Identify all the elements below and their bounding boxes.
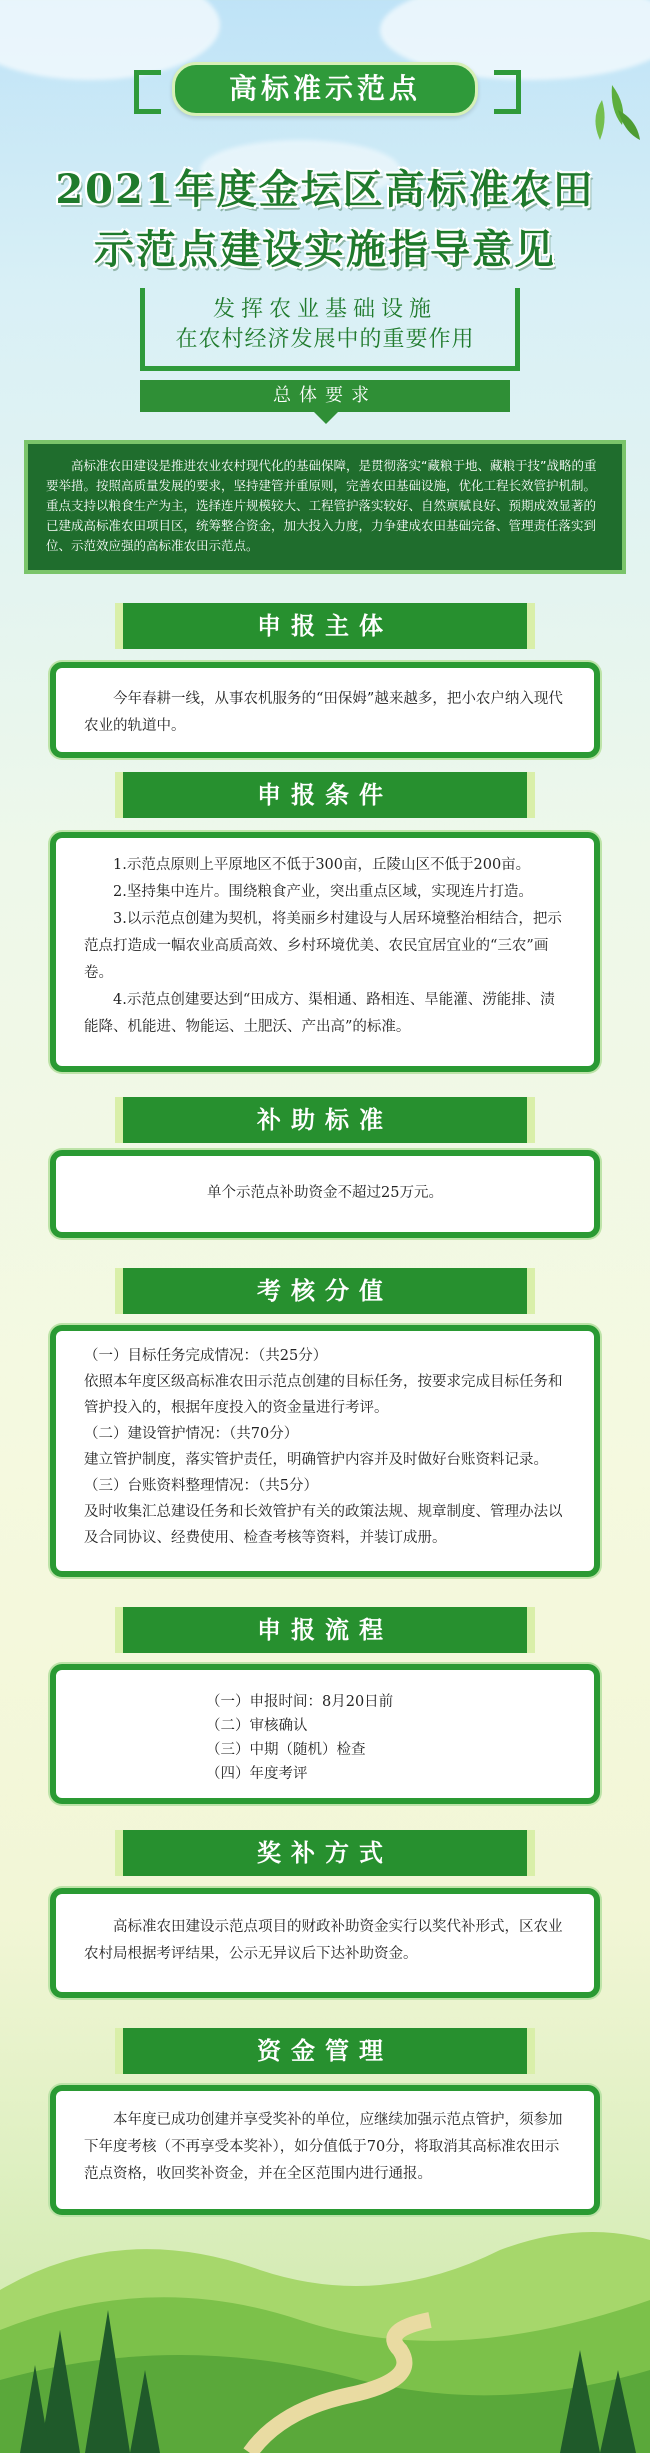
section-header-fund: 资金管理 [115, 2028, 535, 2074]
section-paragraph: 及时收集汇总建设任务和长效管护有关的政策法规、规章制度、管理办法以及合同协议、经费使用、检查考核等资料，并装订成册。 [84, 1504, 563, 1546]
section-paragraph: 今年春耕一线，从事农机服务的“田保姆”越来越多，把小农户纳入现代农业的轨道中。 [84, 691, 563, 734]
section-paragraph: （二）建设管护情况：（共70分） [84, 1426, 299, 1442]
section-paragraph: （四）年度考评 [206, 1766, 308, 1782]
section-paragraph: 单个示范点补助资金不超过25万元。 [207, 1185, 443, 1201]
section-box-applicant [50, 662, 600, 758]
section-header-subsidy: 补助标准 [115, 1097, 535, 1143]
subtitle-line1: 发挥农业基础设施 [212, 297, 437, 322]
section-paragraph: 3.以示范点创建为契机，将美丽乡村建设与人居环境整治相结合，把示范点打造成一幅农业高质高效、乡村环境优美、农民宜居宜业的“三农”画卷。 [84, 911, 562, 981]
section-box-conditions [50, 832, 600, 1072]
section-paragraph: 4.示范点创建要达到“田成方、渠相通、路相连、旱能灌、涝能排、渍能降、机能进、物能运、土肥沃、产出高”的标准。 [84, 992, 555, 1035]
overall-requirements-label: 总体要求 [140, 380, 510, 412]
intro-text-box: 高标准农田建设是推进农业农村现代化的基础保障，是贯彻落实“藏粮于地、藏粮于技”战略的重要举措。按照高质量发展的要求，坚持建管并重原则，完善农田基础设施，优化工程长效管护机制。重点支持以粮食生产为主，选择连片规模较大、工程管护落实较好、自然禀赋良好、预期成效显著的已建成高标准农田项目区，统筹整合资金，加大投入力度，力争建成农田基础完备、管理责任落实到位、示范效应强的高标准农田示范点。 [24, 440, 626, 574]
section-header-conditions: 申报条件 [115, 772, 535, 818]
section-paragraph: 1.示范点原则上平原地区不低于300亩，丘陵山区不低于200亩。 [113, 857, 531, 873]
header-badge: 高标准示范点 [172, 62, 478, 116]
badge-bracket-left [134, 70, 161, 114]
section-box-process [50, 1664, 600, 1804]
bamboo-leaf-icon [582, 80, 642, 150]
subtitle-line2: 在农村经济发展中的重要作用 [175, 327, 475, 352]
down-arrow-icon [314, 412, 338, 424]
section-paragraph: （一）申报时间：8月20日前 [206, 1694, 394, 1710]
section-header-reward: 奖补方式 [115, 1830, 535, 1876]
page-title-line2: 示范点建设实施指导意见 [94, 226, 556, 273]
section-paragraph: （三）中期（随机）检查 [206, 1742, 366, 1758]
section-box-reward [50, 1888, 600, 1998]
section-paragraph: 2.坚持集中连片。围绕粮食产业，突出重点区域，实现连片打造。 [113, 884, 533, 900]
section-header-process: 申报流程 [115, 1607, 535, 1653]
section-paragraph: 高标准农田建设示范点项目的财政补助资金实行以奖代补形式，区农业农村局根据考评结果，公示无异议后下达补助资金。 [84, 1919, 563, 1962]
section-box-subsidy [50, 1150, 600, 1238]
section-header-applicant: 申报主体 [115, 603, 535, 649]
page-title-line1: 2021年度金坛区高标准农田 [55, 166, 595, 213]
section-paragraph: 依照本年度区级高标准农田示范点创建的目标任务，按要求完成目标任务和管护投入的，根据年度投入的资金量进行考评。 [84, 1374, 563, 1416]
section-paragraph: （一）目标任务完成情况：（共25分） [84, 1348, 328, 1364]
section-paragraph: 建立管护制度，落实管护责任，明确管护内容并及时做好台账资料记录。 [84, 1452, 548, 1468]
section-header-scoring: 考核分值 [115, 1268, 535, 1314]
hills-landscape-illustration [0, 2180, 650, 2453]
section-paragraph: （三）台账资料整理情况：（共5分） [84, 1478, 318, 1494]
section-paragraph: （二）审核确认 [206, 1718, 308, 1734]
section-paragraph: 本年度已成功创建并享受奖补的单位，应继续加强示范点管护，须参加下年度考核（不再享受本奖补），如分值低于70分，将取消其高标准农田示范点资格，收回奖补资金，并在全区范围内进行通报。 [84, 2112, 563, 2182]
badge-bracket-right [494, 70, 521, 114]
section-box-scoring [50, 1325, 600, 1577]
